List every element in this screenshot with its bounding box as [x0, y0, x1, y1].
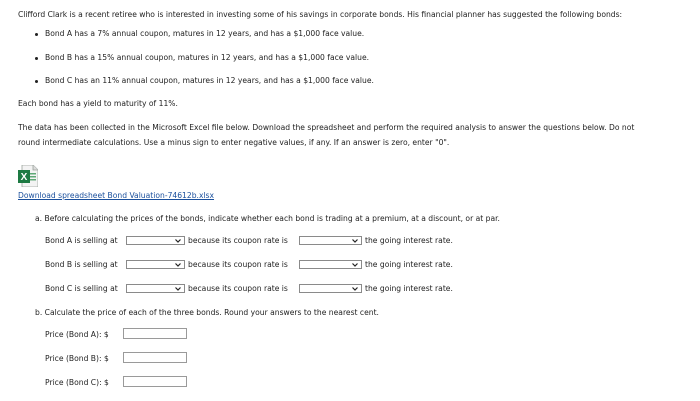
- intro-text: Clifford Clark is a recent retiree who is interested in investing some of his savings in corporate bonds. His financial planner has suggested the following bonds:: [18, 10, 623, 19]
- bond-b-selling-label: Bond B is selling at: [45, 260, 118, 269]
- chevron-down-icon: [351, 261, 359, 269]
- price-bond-a-input[interactable]: [123, 328, 187, 339]
- bond-b-coupon-comparison-select[interactable]: [299, 260, 362, 269]
- bond-b-description: Bond B has a 15% annual coupon, matures in 12 years, and has a $1,000 face value.: [45, 53, 370, 62]
- bond-a-selling-label: Bond A is selling at: [45, 236, 118, 245]
- excel-file-icon[interactable]: [18, 165, 38, 187]
- chevron-down-icon: [351, 285, 359, 293]
- bond-a-coupon-comparison-select[interactable]: [299, 236, 362, 245]
- bullet-icon: [35, 33, 38, 36]
- ytm-sentence: Each bond has a yield to maturity of 11%.: [18, 99, 178, 108]
- instructions-line-2: round intermediate calculations. Use a minus sign to enter negative values, if any. If an answer is zero, enter "0".: [18, 138, 450, 147]
- bond-a-end-text: the going interest rate.: [365, 236, 453, 245]
- price-bond-c-label: Price (Bond C): $: [45, 378, 109, 387]
- bond-a-description: Bond A has a 7% annual coupon, matures in 12 years, and has a $1,000 face value.: [45, 29, 365, 38]
- bond-c-selling-label: Bond C is selling at: [45, 284, 118, 293]
- price-bond-b-label: Price (Bond B): $: [45, 354, 109, 363]
- bullet-icon: [35, 57, 38, 60]
- part-a-question: a. Before calculating the prices of the bonds, indicate whether each bond is trading at a premium, at a discount, or at par.: [35, 214, 500, 223]
- instructions-line-1: The data has been collected in the Microsoft Excel file below. Download the spreadsheet and perform the required analysis to answer the questions below. Do not: [18, 123, 635, 132]
- bond-b-premium-discount-select[interactable]: [126, 260, 185, 269]
- bond-b-end-text: the going interest rate.: [365, 260, 453, 269]
- bond-b-because-text: because its coupon rate is: [188, 260, 288, 269]
- price-bond-c-input[interactable]: [123, 376, 187, 387]
- chevron-down-icon: [174, 237, 182, 245]
- bond-c-end-text: the going interest rate.: [365, 284, 453, 293]
- excel-icon-letter: X: [20, 172, 28, 183]
- part-b-question: b. Calculate the price of each of the three bonds. Round your answers to the nearest cent.: [35, 308, 379, 317]
- chevron-down-icon: [174, 285, 182, 293]
- price-bond-a-label: Price (Bond A): $: [45, 330, 109, 339]
- bond-c-because-text: because its coupon rate is: [188, 284, 288, 293]
- bond-c-premium-discount-select[interactable]: [126, 284, 185, 293]
- bond-a-because-text: because its coupon rate is: [188, 236, 288, 245]
- bond-a-premium-discount-select[interactable]: [126, 236, 185, 245]
- chevron-down-icon: [351, 237, 359, 245]
- bullet-icon: [35, 80, 38, 83]
- chevron-down-icon: [174, 261, 182, 269]
- download-spreadsheet-link[interactable]: Download spreadsheet Bond Valuation-74612b.xlsx: [18, 191, 215, 200]
- bond-c-description: Bond C has an 11% annual coupon, matures in 12 years, and has a $1,000 face value.: [45, 76, 374, 85]
- price-bond-b-input[interactable]: [123, 352, 187, 363]
- bond-c-coupon-comparison-select[interactable]: [299, 284, 362, 293]
